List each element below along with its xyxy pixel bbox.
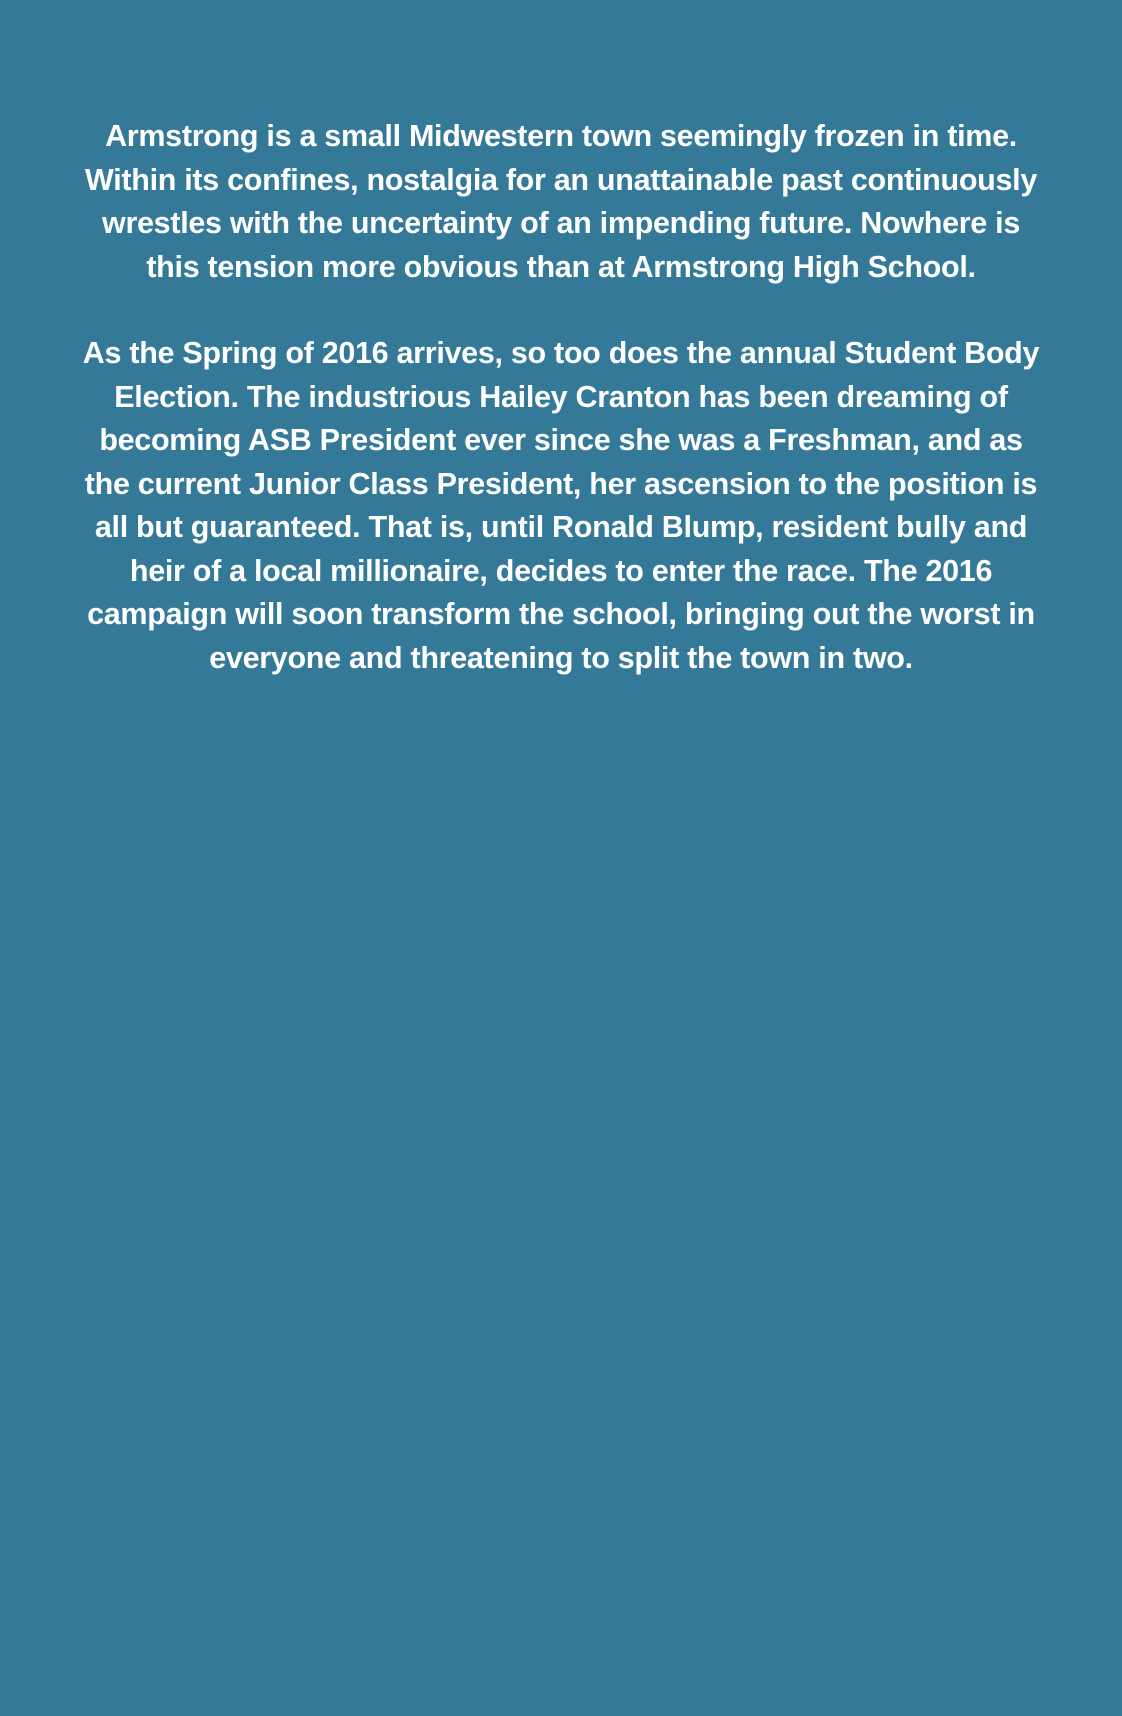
synopsis-paragraph-2: As the Spring of 2016 arrives, so too does the annual Student Body Election. The industrious Hailey Cranton has been dreaming of becoming ASB President ever since she was a Freshman, and as the current Junior Class President, her ascension to the position is all but guaranteed. That is, until Ronald Blump, resident bully and heir of a local millionaire, decides to enter the race. The 2016 campaign will soon transform the school, bringing out the worst in everyone and threatening to split the town in two. — [82, 336, 1040, 675]
synopsis-paragraph-1: Armstrong is a small Midwestern town seemingly frozen in time. Within its confines, nostalgia for an unattainable past continuously wrestles with the uncertainty of an impending future. Nowhere is this tension more obvious than at Armstrong High School. — [84, 119, 1037, 284]
synopsis-text — [81, 115, 1041, 680]
